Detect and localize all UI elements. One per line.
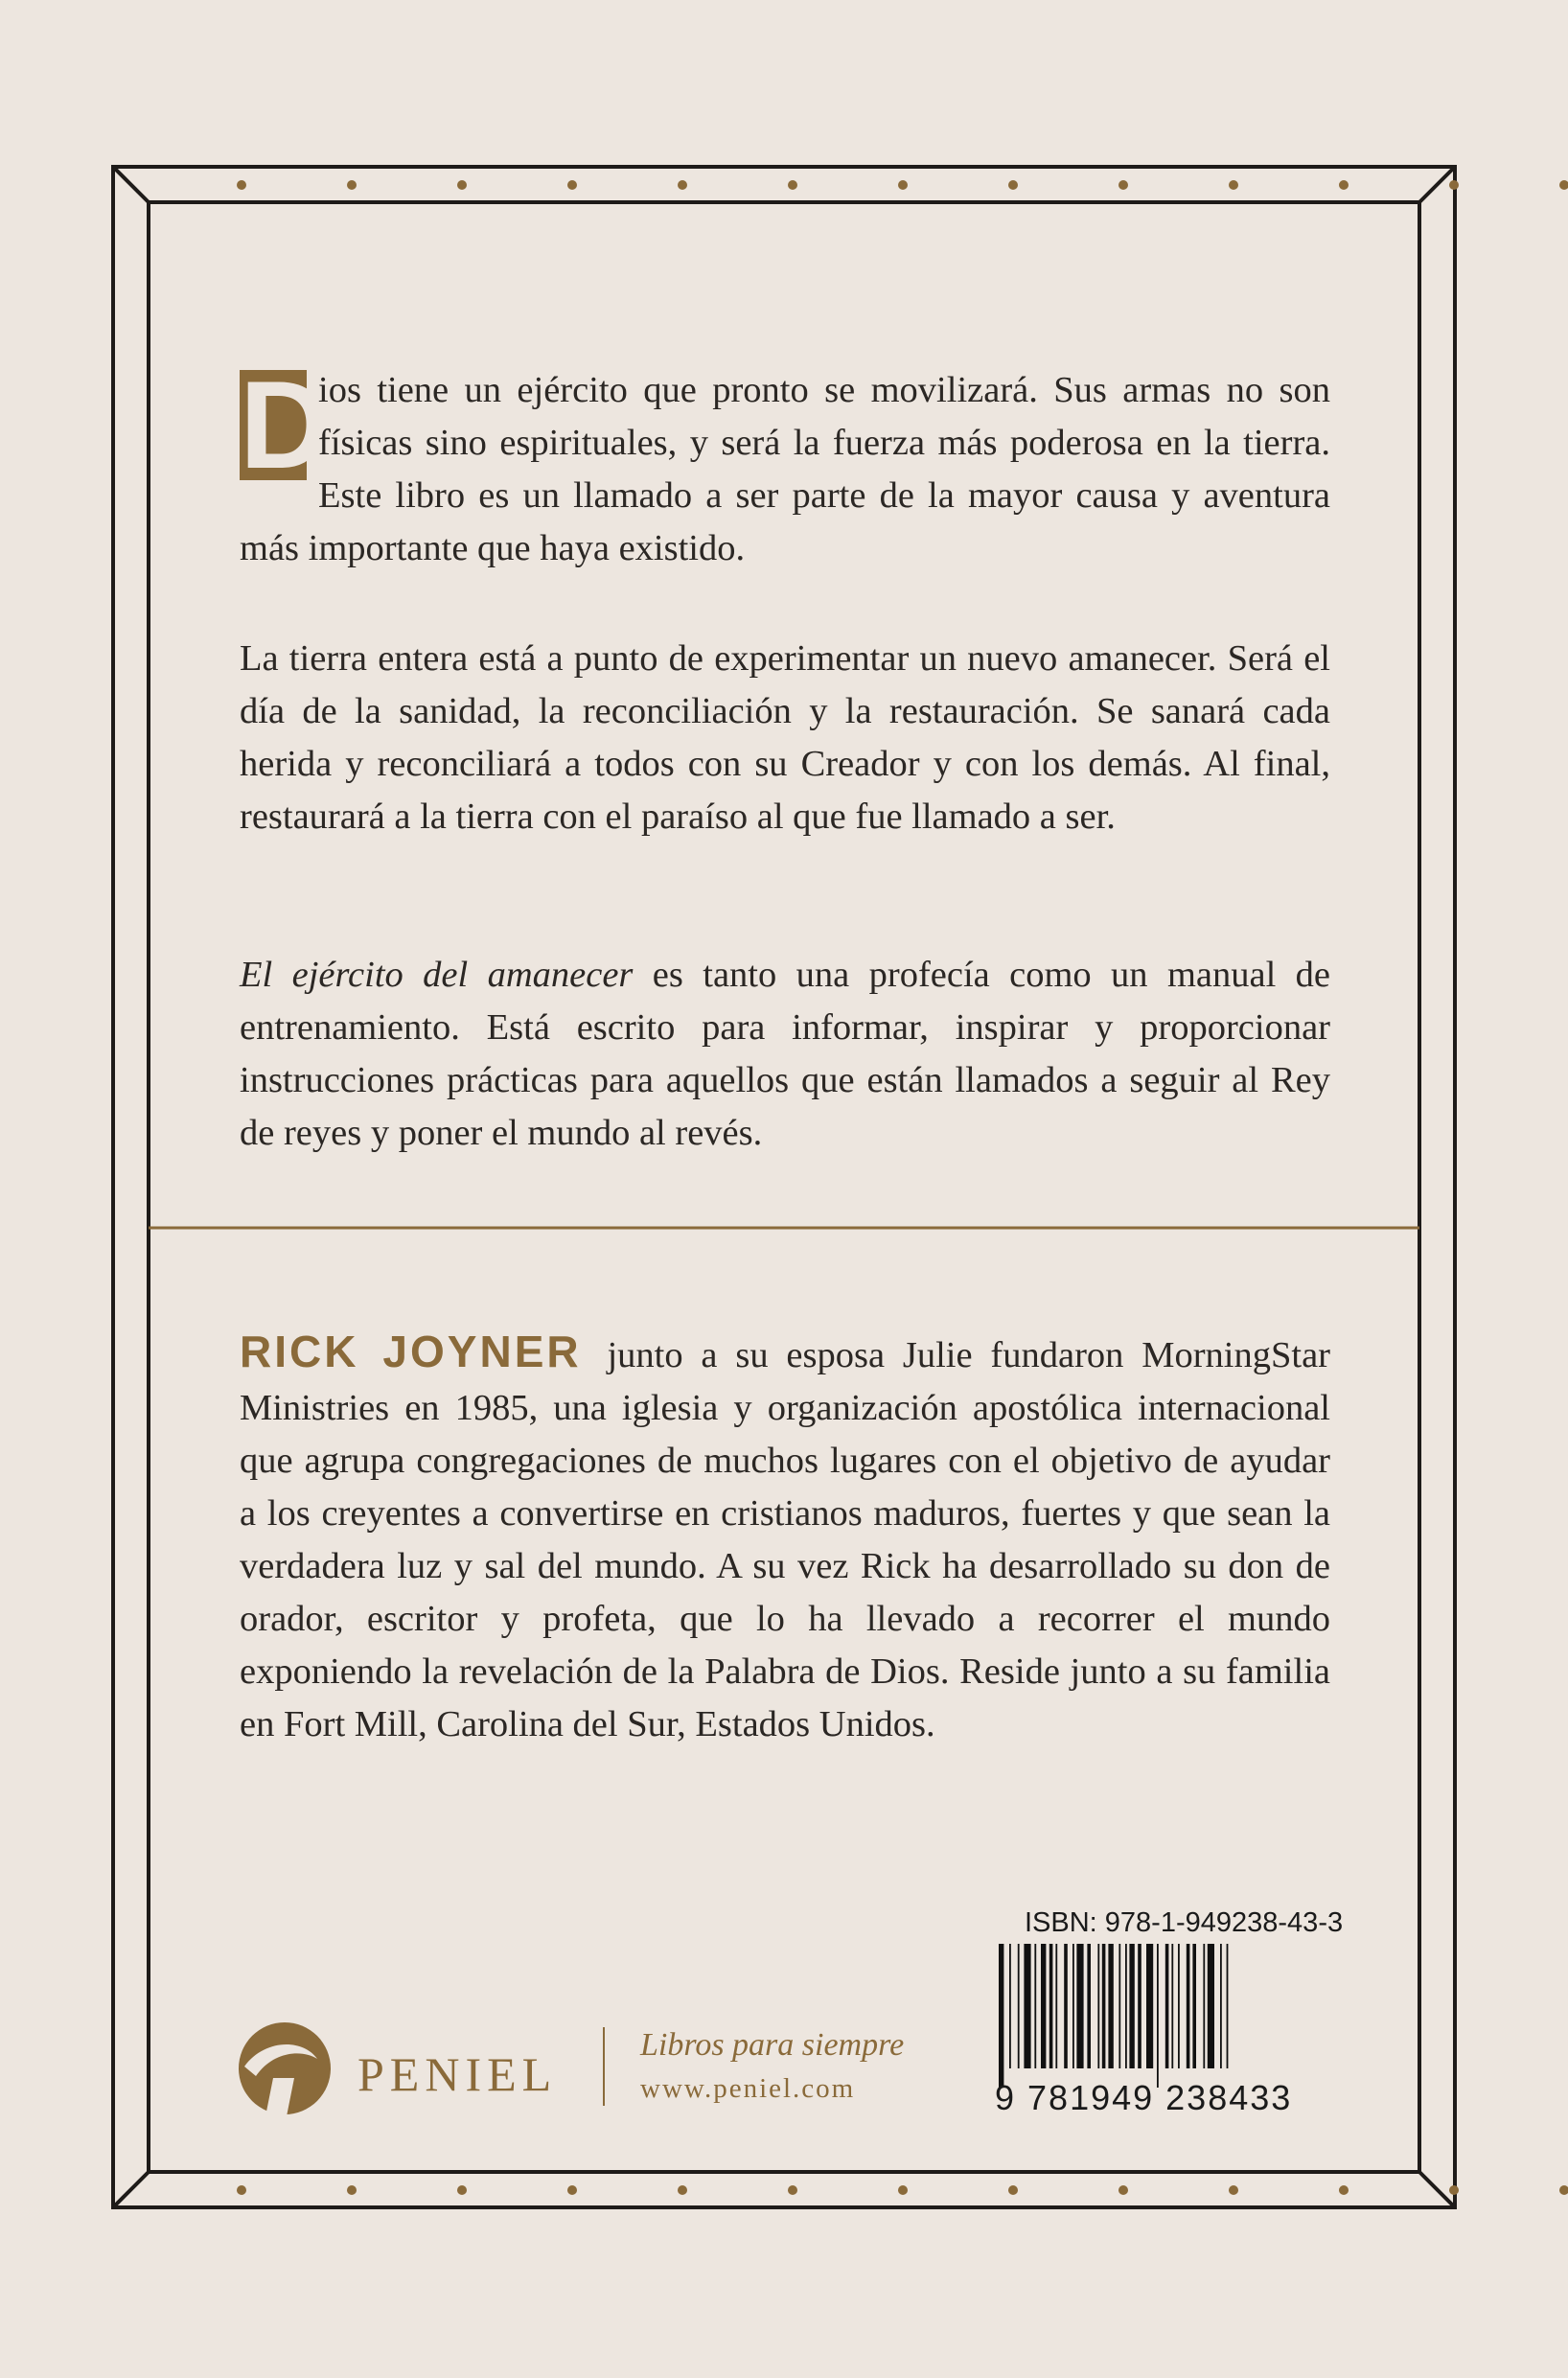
top-dot-row [237,180,1568,190]
author-bio [240,1326,1330,1751]
decorative-dot [457,2185,467,2195]
decorative-dot [567,2185,577,2195]
decorative-dot [1559,2185,1568,2195]
paragraph-3 [240,949,1330,1160]
decorative-dot [1339,2185,1349,2195]
intro-text: ios tiene un ejército que pronto se movilizará. Sus armas no son físicas sino espirituales, y será la fuerza más poderosa en la tierra. Este libro es un llamado a ser parte de la mayor causa y aventura más importante que haya existido. [240,370,1330,568]
isbn-label: ISBN: 978-1-949238-43-3 [1025,1907,1344,1938]
decorative-dot [567,180,577,190]
decorative-dot [347,180,357,190]
decorative-dot [1118,180,1128,190]
decorative-dot [1449,2185,1459,2195]
decorative-dot [1559,180,1568,190]
logo-separator [603,2027,605,2106]
bottom-dot-row [237,2185,1568,2195]
barcode-digits: 9 781949 238433 [995,2078,1293,2117]
decorative-dot [898,180,908,190]
decorative-dot [237,2185,246,2195]
intro-paragraph [240,355,1330,575]
decorative-dot [898,2185,908,2195]
decorative-dot [788,2185,797,2195]
publisher-logo [235,2018,906,2123]
decorative-dot [1008,180,1018,190]
author-bio-text: junto a su esposa Julie fundaron MorningStar Ministries en 1985, una iglesia y organización apostólica internacional que agrupa congregaciones de muchos lugares con el objetivo de ayudar a los creyentes a convertirse en cristianos maduros, fuertes y que sean la verdadera luz y sal del mundo. A su vez Rick ha desarrollado su don de orador, escritor y profeta, que lo ha llevado a recorrer el mundo exponiendo la revelación de la Palabra de Dios. Reside junto a su familia en Fort Mill, Carolina del Sur, Estados Unidos. [240,1335,1330,1744]
paragraph-2: La tierra entera está a punto de experimentar un nuevo amanecer. Será el día de la sanidad, la reconciliación y la restauración. Se sanará cada herida y reconciliará a todos con su Creador y con los demás. Al final, restaurará a la tierra con el paraíso al que fue llamado a ser. [240,638,1330,837]
publisher-name: PENIEL [357,2047,558,2101]
decorative-dot [347,2185,357,2195]
decorative-dot [1339,180,1349,190]
decorative-dot [1008,2185,1018,2195]
drop-cap: D [240,355,326,495]
decorative-dot [1229,2185,1238,2195]
paragraph-3-text: es tanto una profecía como un manual de entrenamiento. Está escrito para informar, inspirar y proporcionar instrucciones prácticas para aquellos que están llamados a seguir al Rey de reyes y poner el mundo al revés. [240,955,1331,1153]
decorative-dot [1449,180,1459,190]
decorative-dot [1229,180,1238,190]
book-title: El ejército del amanecer [240,955,634,995]
decorative-dot [457,180,467,190]
publisher-url: www.peniel.com [640,2073,856,2104]
decorative-dot [678,2185,687,2195]
publisher-tagline: Libros para siempre [640,2027,905,2063]
author-name: RICK JOYNER [240,1327,582,1376]
decorative-dot [237,180,246,190]
decorative-dot [678,180,687,190]
decorative-dot [788,180,797,190]
decorative-dot [1118,2185,1128,2195]
